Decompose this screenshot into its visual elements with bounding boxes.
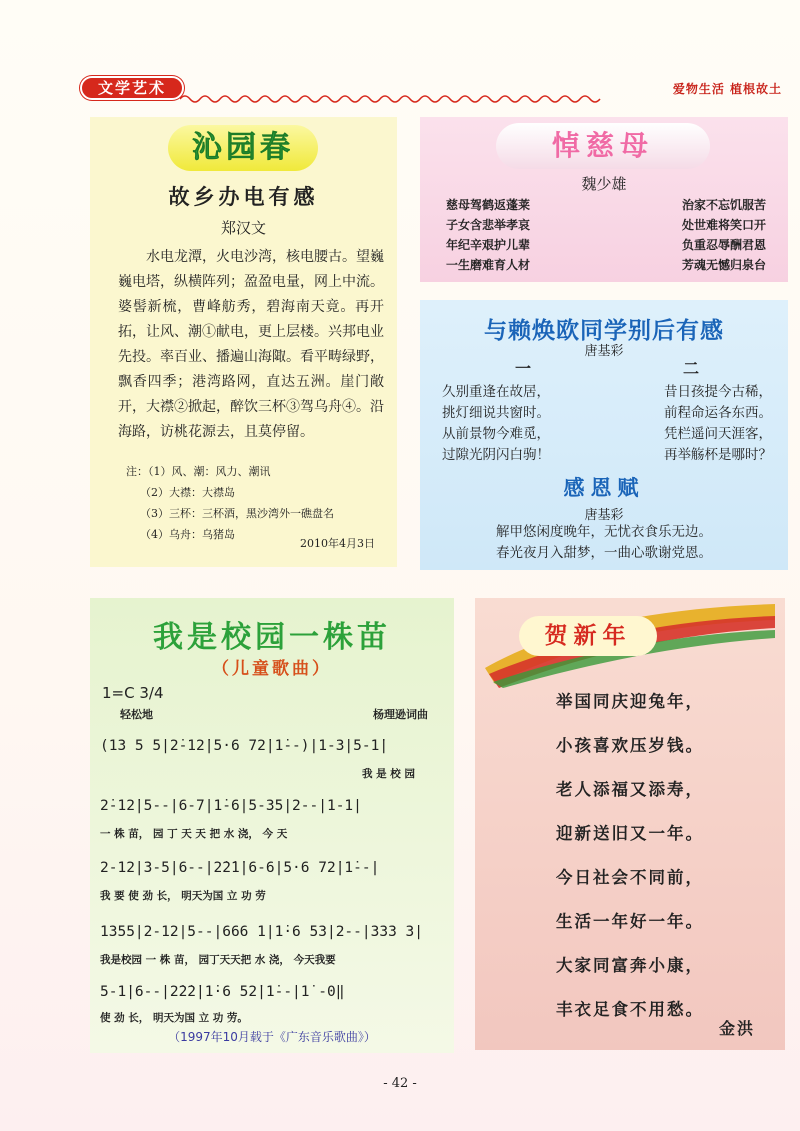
poem-number-two: 二 bbox=[682, 359, 699, 378]
qinyuanchun-subtitle: 故乡办电有感 bbox=[168, 185, 319, 209]
song-panel bbox=[90, 598, 454, 1053]
xinnian-panel bbox=[475, 598, 785, 1050]
poem-line: 过隙光阴闪白驹！ bbox=[442, 447, 550, 463]
qinyuanchun-body: 水电龙潭，火电沙湾，核电腰古。望巍巍电塔，纵横阵列；盈盈电量，网上中流。婆髻新梳，曹峰舫秀，碧海南天竟。再开拓，让风、潮①献电，更上层楼。兴邦电业先投。率百业、播遍山海陬。看平畴绿野，飘香四季；港湾路网，直达五洲。崖门敞开，大襟②掀起，醉饮三杯③驾乌舟④。沿海路，访桃花源去，且莫停留。 bbox=[118, 249, 384, 440]
poem-line: 小孩喜欢压岁钱。 bbox=[556, 736, 704, 755]
ganenfu-author: 唐基彩 bbox=[584, 508, 624, 523]
poem-line: 治家不忘饥服苦 bbox=[681, 198, 766, 212]
song-key: 1=C 3/4 bbox=[102, 684, 164, 702]
qinyuanchun-panel bbox=[90, 117, 397, 567]
laihuanou-title: 与赖焕欧同学别后有感 bbox=[484, 318, 724, 344]
poem-line: 解甲悠闲度晚年，无忧衣食乐无边。 bbox=[496, 524, 712, 540]
poem-line: 从前景物今难觅， bbox=[442, 426, 550, 442]
daocimu-panel bbox=[420, 117, 788, 282]
qinyuanchun-notes bbox=[126, 461, 334, 545]
poem-line: 举国同庆迎兔年， bbox=[556, 692, 704, 711]
poem-row bbox=[446, 215, 766, 235]
lyric-row-2: 一 株 苗， 园 丁 天 天 把 水 浇， 今 天 bbox=[100, 828, 288, 840]
xinnian-author: 金洪 bbox=[718, 1019, 755, 1038]
laihuanou-author: 唐基彩 bbox=[584, 344, 624, 359]
ganenfu-title: 感恩赋 bbox=[563, 476, 645, 500]
poem-row bbox=[442, 424, 772, 445]
laihuanou-panel bbox=[420, 300, 788, 570]
poem-line: 昔日孩提今古稀， bbox=[664, 384, 772, 400]
song-composer: 杨理逊词曲 bbox=[373, 708, 428, 721]
poem-row bbox=[442, 445, 772, 466]
lyric-row-5: 使 劲 长， 明天为国 立 功 劳。 bbox=[100, 1012, 248, 1024]
poem-row bbox=[442, 382, 772, 403]
poem-line: 今日社会不同前， bbox=[556, 868, 704, 887]
poem-line: 凭栏遥问天涯客， bbox=[664, 426, 772, 442]
score-row-1: (13 5 5|2̇-12̇|5·6 72̇|1̇--)|1-3|5-1̇| bbox=[100, 738, 389, 754]
ganenfu-body bbox=[420, 522, 788, 564]
section-badge: 文学艺术 bbox=[80, 76, 184, 100]
xinnian-poem bbox=[475, 680, 785, 1032]
note-2: （2）大襟：大襟岛 bbox=[140, 486, 235, 499]
poem-line: 春光夜月入甜梦，一曲心歌谢党恩。 bbox=[496, 545, 712, 561]
score-row-4: 1355|2-12|5--|666 1|1̇·6 53|2--|333 3| bbox=[100, 924, 424, 940]
poem-line: 慈母驾鹤返蓬莱 bbox=[446, 198, 531, 212]
poem-row bbox=[446, 235, 766, 255]
poem-line: 迎新送旧又一年。 bbox=[556, 824, 704, 843]
xinnian-title: 贺新年 bbox=[519, 616, 657, 656]
poem-line: 丰衣足食不用愁。 bbox=[556, 1000, 704, 1019]
poem-line: 年纪辛艰护儿辈 bbox=[446, 238, 531, 252]
score-row-5: 5-1̇|6--|2̇2̇2̇|1̇·6 52̇|1̇--|1̇ -0‖ bbox=[100, 984, 345, 1000]
score-row-3: 2-12|3-5|6--|2̇2̇1̇|6-6|5·6 72̇|1̇--| bbox=[100, 860, 380, 876]
song-title: 我是校园一株苗 bbox=[153, 620, 391, 655]
song-source: （1997年10月载于《广东音乐歌曲》） bbox=[168, 1030, 376, 1044]
lyric-row-1: 我 是 校 园 bbox=[362, 768, 415, 780]
poem-number-one: 一 bbox=[514, 359, 531, 378]
qinyuanchun-date: 2010年4月3日 bbox=[300, 537, 375, 550]
note-3: （3）三杯：三杯酒，黑沙湾外一礁盘名 bbox=[140, 507, 334, 520]
song-subtitle: （儿童歌曲） bbox=[212, 659, 332, 679]
note-1: 注：（1）风、潮：风力、潮讯 bbox=[126, 465, 271, 478]
note-4: （4）乌舟：乌猪岛 bbox=[140, 528, 235, 541]
poem-line: 老人添福又添寿， bbox=[556, 780, 704, 799]
poem-row bbox=[446, 195, 766, 215]
poem-line: 一生磨难育人材 bbox=[446, 258, 531, 272]
qinyuanchun-title: 沁园春 bbox=[168, 125, 318, 171]
poem-line: 大家同富奔小康， bbox=[556, 956, 704, 975]
poem-line: 挑灯细说共窗时。 bbox=[442, 405, 550, 421]
header-slogan: 爱物生活 植根故土 bbox=[672, 82, 782, 96]
laihuanou-poem bbox=[442, 382, 772, 466]
score-row-2: 2̇-12̇|5--|6-7|1̇-6|5-35|2--|1-1| bbox=[100, 798, 362, 814]
poem-line: 久别重逢在故居， bbox=[442, 384, 550, 400]
daocimu-author: 魏少雄 bbox=[581, 175, 627, 193]
poem-line: 再举觞杯是哪时？ bbox=[664, 447, 772, 463]
lyric-row-4: 我是校园 一 株 苗， 园丁天天把 水 浇， 今天我要 bbox=[100, 954, 336, 966]
poem-line: 负重忍辱酬君恩 bbox=[681, 238, 766, 252]
daocimu-poem bbox=[446, 195, 766, 275]
page-number: - 42 - bbox=[383, 1076, 417, 1091]
poem-line: 生活一年好一年。 bbox=[556, 912, 704, 931]
poem-row bbox=[446, 255, 766, 275]
poem-line: 处世难将笑口开 bbox=[681, 218, 766, 232]
daocimu-title: 悼慈母 bbox=[496, 123, 710, 169]
qinyuanchun-author: 郑汉文 bbox=[220, 219, 266, 237]
lyric-row-3: 我 要 使 劲 长， 明天为国 立 功 劳 bbox=[100, 890, 266, 902]
poem-line: 子女含悲举孝哀 bbox=[446, 218, 531, 232]
song-tempo: 轻松地 bbox=[120, 708, 153, 721]
poem-line: 芳魂无憾归泉台 bbox=[681, 258, 766, 272]
poem-row bbox=[442, 403, 772, 424]
poem-line: 前程命运各东西。 bbox=[664, 405, 772, 421]
